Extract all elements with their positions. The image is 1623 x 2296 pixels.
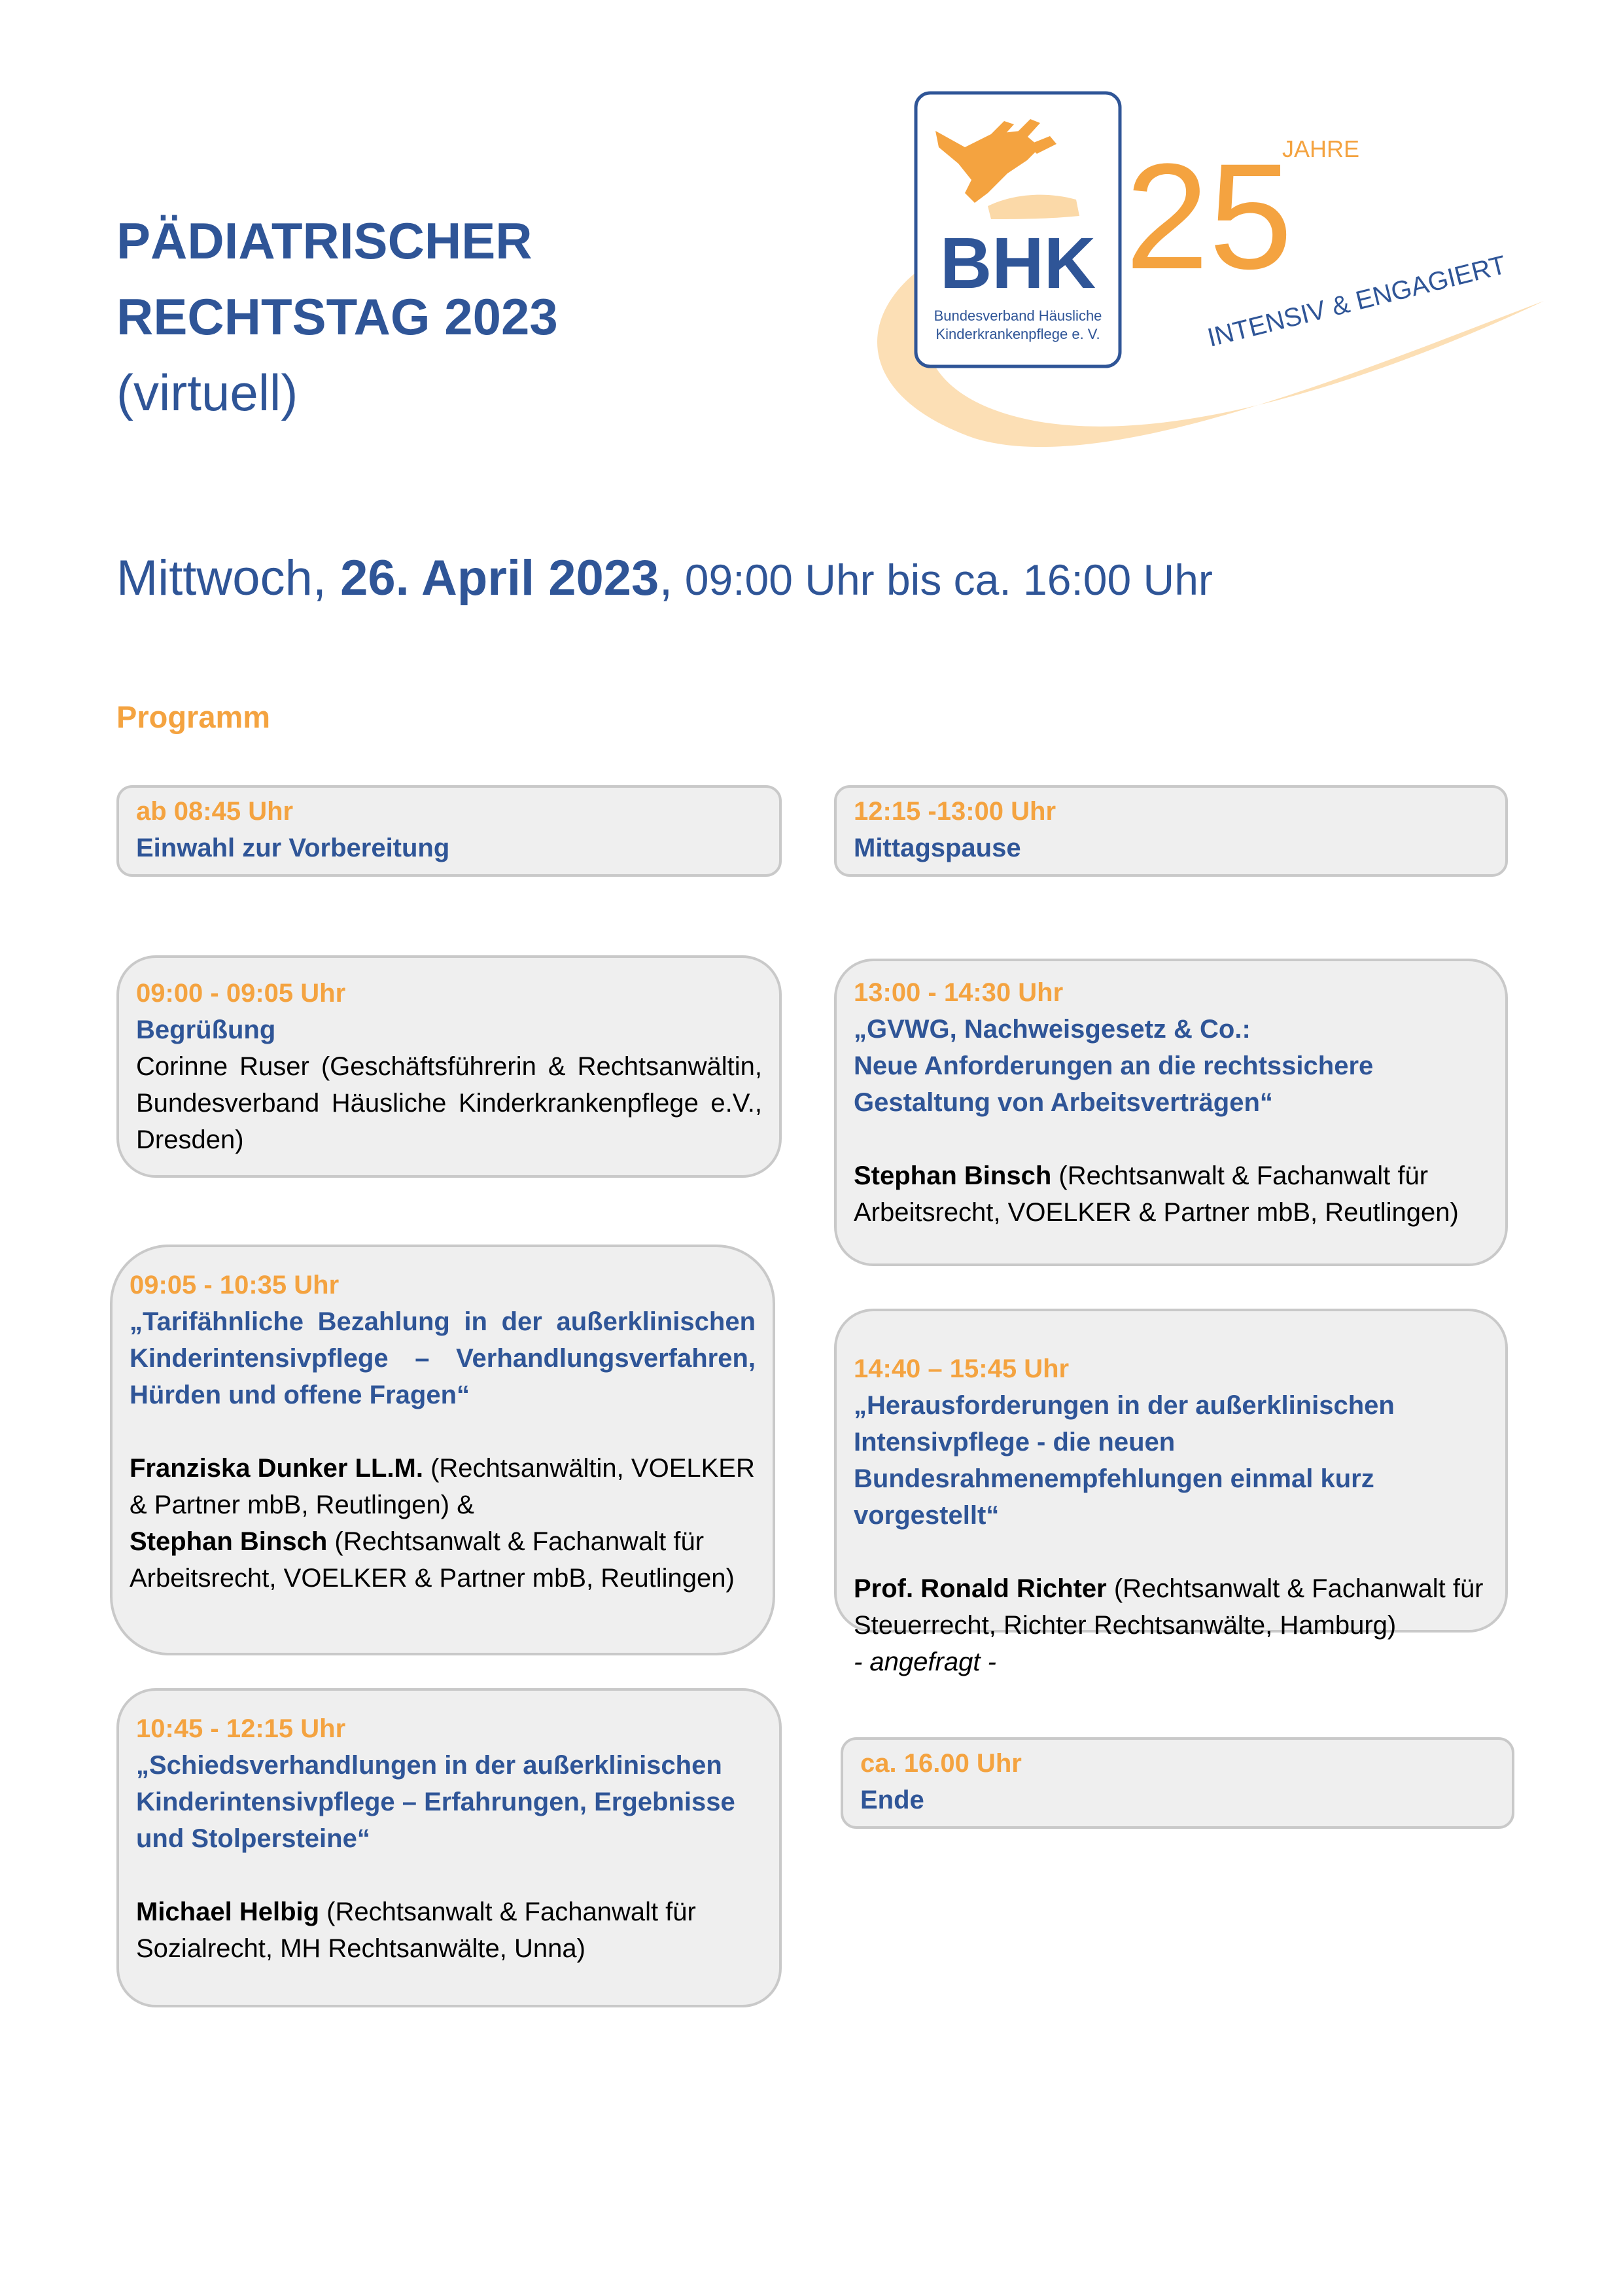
speaker-affiliation: (Rechtsanwalt & Fachanwalt für Arbeitsrecht, VOELKER & Partner mbB, Reutlingen) <box>854 1161 1459 1227</box>
item-speakers <box>130 1450 756 1597</box>
logo-anniversary-number: 25 <box>1125 132 1293 300</box>
item-title: „Tarifähnliche Bezahlung in der außerklinischen Kinderintensivpflege – Verhandlungsverfahren, Hürden und offene Fragen“ <box>130 1307 756 1409</box>
logo-org-line-1: Bundesverband Häusliche <box>934 308 1102 324</box>
program-item-1440 <box>834 1309 1508 1676</box>
event-date <box>116 550 1213 607</box>
item-time: 09:05 - 10:35 Uhr <box>130 1271 340 1299</box>
programm-heading: Programm <box>116 699 271 734</box>
item-time: 10:45 - 12:15 Uhr <box>136 1714 346 1743</box>
speaker-name: Michael Helbig <box>136 1898 320 1926</box>
program-item-0900 <box>116 955 782 1178</box>
bhk-25-jahre-logo <box>831 85 1563 451</box>
page-title <box>116 203 558 431</box>
item-time: 09:00 - 09:05 Uhr <box>136 979 346 1008</box>
logo-slogan: INTENSIV & ENGAGIERT <box>1204 250 1509 353</box>
program-item-0845 <box>116 785 782 877</box>
program-item-1215 <box>834 785 1508 877</box>
speaker-affiliation: (Rechtsanwalt & Fachanwalt für Steuerrecht, Richter Rechtsanwälte, Hamburg) <box>854 1574 1484 1640</box>
program-item-1045 <box>116 1688 782 2007</box>
logo-brand: BHK <box>939 223 1096 304</box>
item-title-line-1: „GVWG, Nachweisgesetz & Co.: <box>854 1015 1251 1044</box>
speaker-name: Prof. Ronald Richter <box>854 1574 1107 1603</box>
speaker-name: Stephan Binsch <box>130 1527 328 1556</box>
event-weekday: Mittwoch, <box>116 550 341 606</box>
item-title: „Schiedsverhandlungen in der außerklinischen Kinderintensivpflege – Erfahrungen, Ergebnisse und Stolpersteine“ <box>136 1751 735 1853</box>
item-title: Einwahl zur Vorbereitung <box>136 834 450 862</box>
speaker-name: Stephan Binsch <box>854 1161 1052 1190</box>
item-time: ab 08:45 Uhr <box>136 797 294 826</box>
item-time: ca. 16.00 Uhr <box>860 1749 1022 1778</box>
item-time: 13:00 - 14:30 Uhr <box>854 978 1064 1007</box>
item-note: - angefragt - <box>854 1648 996 1676</box>
event-time: 09:00 Uhr bis ca. 16:00 Uhr <box>672 556 1213 604</box>
item-speakers <box>136 1894 762 1967</box>
item-title: Mittagspause <box>854 834 1021 862</box>
speaker-affiliation: (Rechtsanwalt & Fachanwalt für Sozialrecht, MH Rechtsanwälte, Unna) <box>136 1898 696 1963</box>
item-title: „Herausforderungen in der außerklinischen Intensivpflege - die neuen Bundesrahmenempfehlungen einmal kurz vorgestellt“ <box>854 1391 1395 1530</box>
item-speakers <box>854 1570 1488 1644</box>
program-item-1300 <box>834 959 1508 1266</box>
title-line-1: PÄDIATRISCHER <box>116 212 532 270</box>
event-date-comma: , <box>659 550 673 606</box>
logo-anniversary-word: JAHRE <box>1282 135 1360 162</box>
item-speaker: Corinne Ruser (Geschäftsführerin & Rechtsanwältin, Bundesverband Häusliche Kinderkrankenpflege e.V., Dresden) <box>136 1052 762 1154</box>
item-title-line-2: Neue Anforderungen an die rechtssichere Gestaltung von Arbeitsverträgen“ <box>854 1051 1374 1117</box>
item-time: 12:15 -13:00 Uhr <box>854 797 1056 826</box>
program-item-0905 <box>110 1245 775 1655</box>
title-line-2: RECHTSTAG 2023 <box>116 288 558 345</box>
item-title: Begrüßung <box>136 1016 276 1044</box>
program-item-1600 <box>841 1737 1514 1829</box>
speaker-affiliation: (Rechtsanwalt & Fachanwalt für Arbeitsrecht, VOELKER & Partner mbB, Reutlingen) <box>130 1527 735 1593</box>
title-line-3: (virtuell) <box>116 364 298 421</box>
logo-org-line-2: Kinderkrankenpflege e. V. <box>935 326 1100 342</box>
speaker-affiliation: (Rechtsanwältin, VOELKER & Partner mbB, Reutlingen) & <box>130 1454 755 1519</box>
item-title: Ende <box>860 1786 924 1814</box>
speaker-name: Franziska Dunker LL.M. <box>130 1454 423 1483</box>
item-time: 14:40 – 15:45 Uhr <box>854 1354 1070 1383</box>
event-date-bold: 26. April 2023 <box>340 550 659 606</box>
item-speakers <box>854 1157 1488 1231</box>
